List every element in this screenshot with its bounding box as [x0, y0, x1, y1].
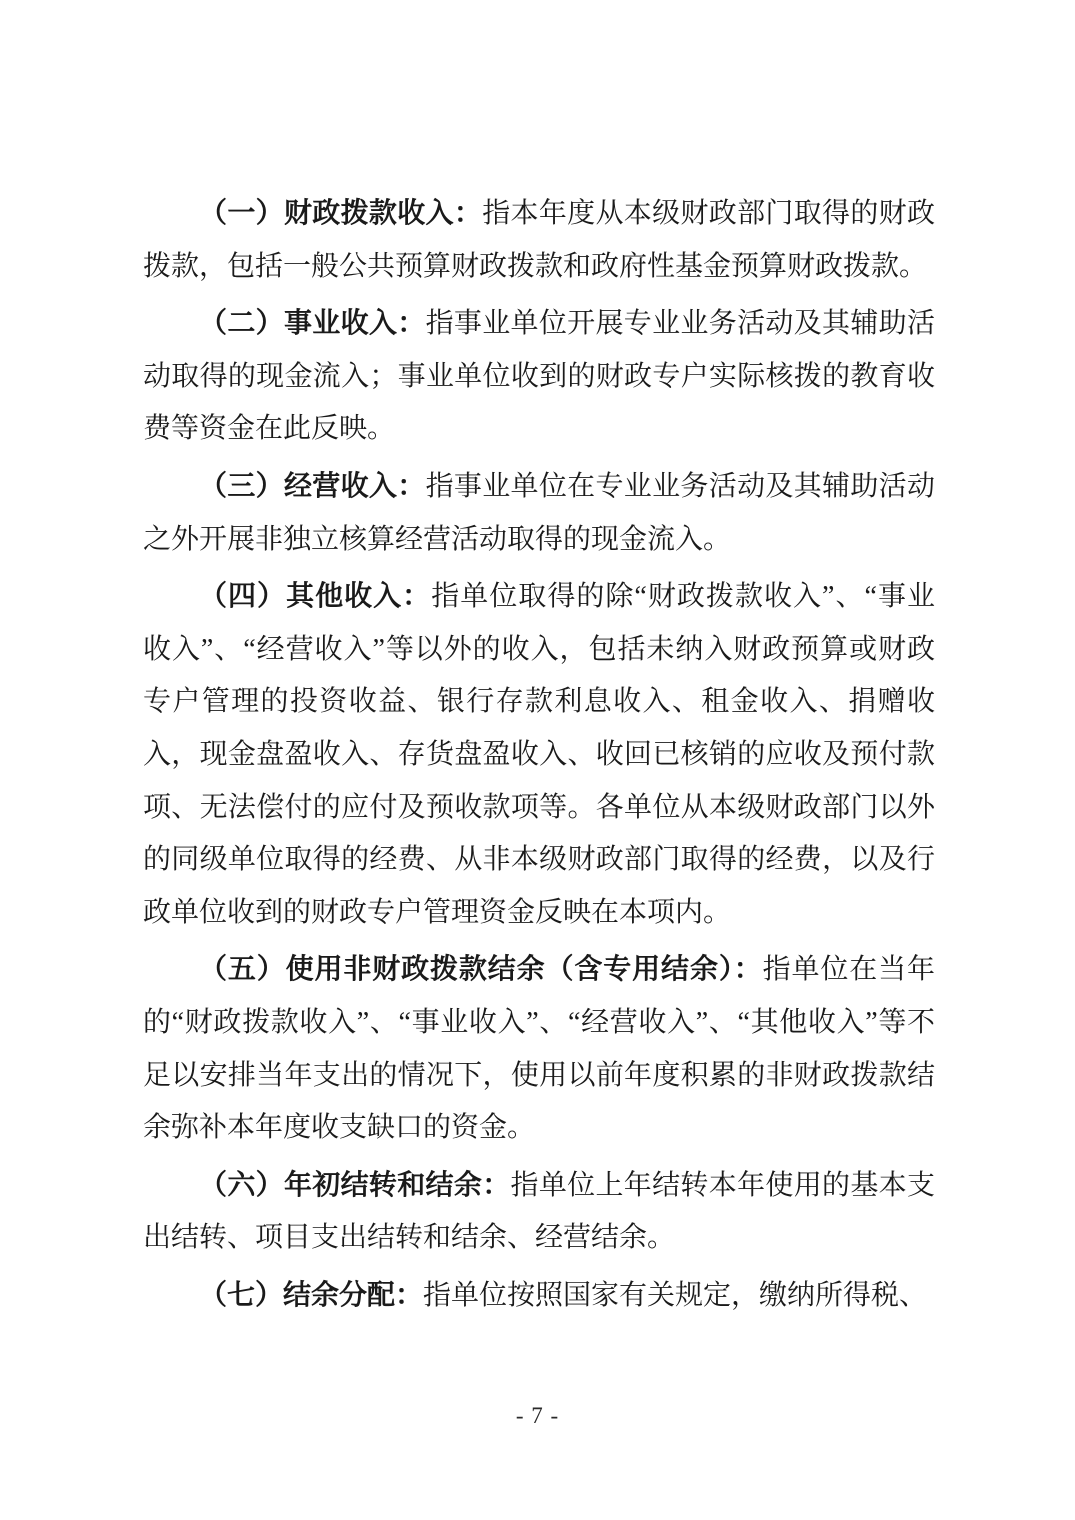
paragraph-text: 指单位上年结转本年使用的基本支出结转、项目支出结转和结余、经营结余。	[143, 1169, 935, 1254]
paragraph-non-fiscal-surplus-use	[143, 944, 935, 1154]
page-footer	[0, 1400, 1075, 1432]
paragraph-heading: （五）使用非财政拨款结余（含专用结余）：	[199, 954, 763, 986]
paragraph-text: 指单位取得的除“财政拨款收入”、“事业收入”、“经营收入”等以外的收入，包括未纳入财政预算或财政专户管理的投资收益、银行存款利息收入、租金收入、捐赠收入，现金盘盈收入、存货盘盈收入、收回已核销的应收及预付款项、无法偿付的应付及预收款项等。各单位从本级财政部门以外的同级单位取得的经费、从非本级财政部门取得的经费，以及行政单位收到的财政专户管理资金反映在本项内。	[143, 581, 935, 928]
paragraph-heading: （三）经营收入：	[199, 470, 426, 502]
paragraph-text: 指单位在当年的“财政拨款收入”、“事业收入”、“经营收入”、“其他收入”等不足以安排当年支出的情况下，使用以前年度积累的非财政拨款结余弥补本年度收支缺口的资金。	[143, 954, 935, 1144]
paragraph-text: 指本年度从本级财政部门取得的财政拨款，包括一般公共预算财政拨款和政府性基金预算财政拨款。	[143, 198, 935, 282]
page-number: - 7 -	[515, 1403, 560, 1428]
paragraph-fiscal-appropriation-income	[143, 188, 935, 293]
paragraph-beginning-year-carryover	[143, 1160, 935, 1265]
paragraph-heading: （一）财政拨款收入：	[199, 198, 483, 229]
paragraph-text: 指单位按照国家有关规定，缴纳所得税、	[423, 1279, 928, 1311]
document-body	[143, 188, 935, 1327]
paragraph-text: 指事业单位在专业业务活动及其辅助活动之外开展非独立核算经营活动取得的现金流入。	[143, 470, 935, 555]
paragraph-institutional-income	[143, 298, 935, 456]
paragraph-heading: （七）结余分配：	[199, 1279, 424, 1311]
paragraph-text: 指事业单位开展专业业务活动及其辅助活动取得的现金流入；事业单位收到的财政专户实际核拨的教育收费等资金在此反映。	[143, 308, 935, 445]
paragraph-heading: （四）其他收入：	[199, 581, 432, 613]
paragraph-other-income	[143, 571, 935, 939]
paragraph-surplus-distribution	[143, 1270, 935, 1323]
paragraph-heading: （二）事业收入：	[199, 308, 426, 340]
paragraph-heading: （六）年初结转和结余：	[199, 1169, 511, 1201]
paragraph-operating-income	[143, 461, 935, 566]
